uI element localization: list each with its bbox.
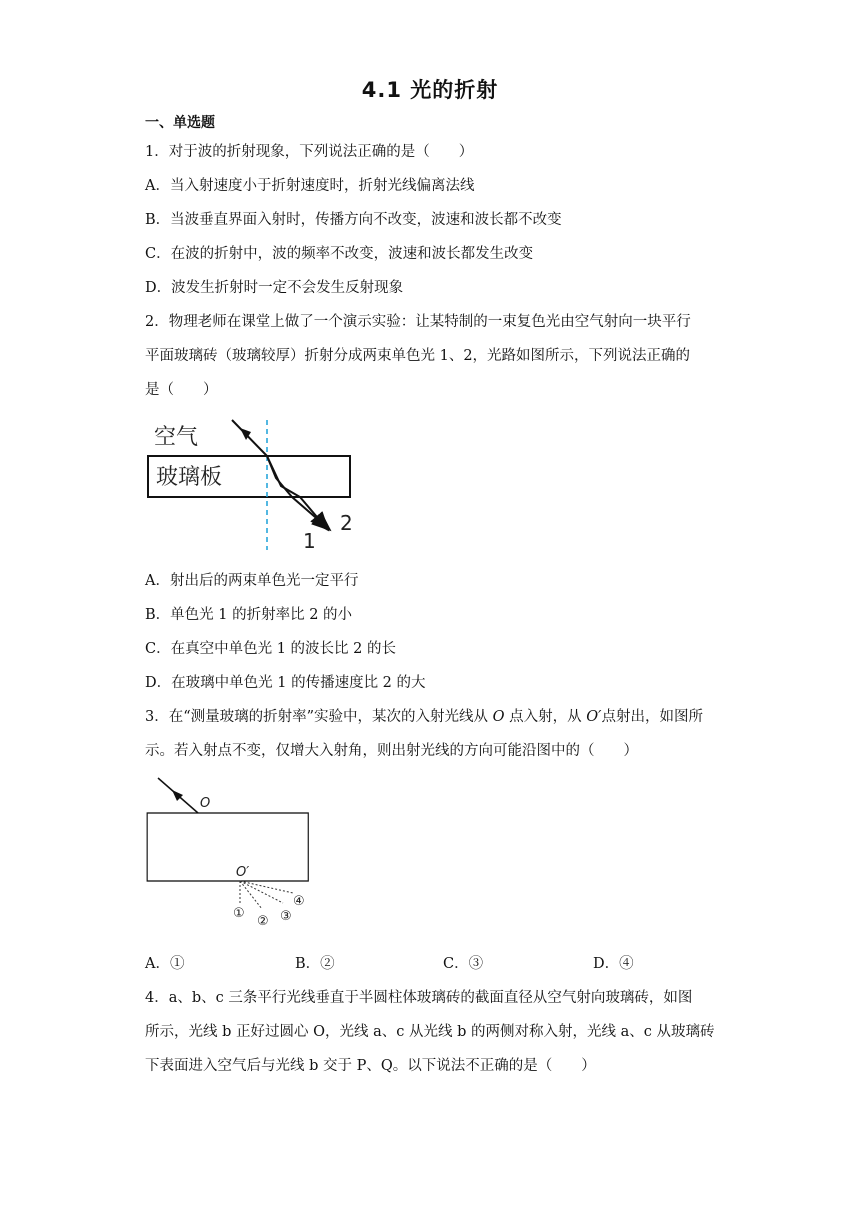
- q3-text-a: 3．在“测量玻璃的折射率”实验中，某次的入射光线从: [145, 709, 493, 725]
- q3-option-d: D．④: [593, 956, 634, 972]
- q3-stem-line-2: 示。若入射点不变，仅增大入射角，则出射光线的方向可能沿图中的（ ）: [145, 743, 638, 759]
- q2-stem-line-2: 平面玻璃砖（玻璃较厚）折射分成两束单色光 1、2，光路如图所示，下列说法正确的: [145, 348, 691, 364]
- q1-option-c: C．在波的折射中，波的频率不改变，波速和波长都发生改变: [145, 246, 534, 262]
- q4-stem-line-2: 所示，光线 b 正好过圆心 O，光线 a、c 从光线 b 的两侧对称入射，光线 a、c 从玻璃砖: [145, 1024, 715, 1040]
- q3-circle-4: ④: [293, 894, 305, 909]
- section-heading: 一、单选题: [145, 115, 215, 131]
- q2-option-d: D．在玻璃中单色光 1 的传播速度比 2 的大: [145, 675, 426, 691]
- q2-ray-1-label: 1: [303, 529, 316, 552]
- q4-stem-line-1: 4．a、b、c 三条平行光线垂直于半圆柱体玻璃砖的截面直径从空气射向玻璃砖，如图: [145, 990, 693, 1006]
- q3-circle-1: ①: [233, 906, 245, 921]
- q2-option-c: C．在真空中单色光 1 的波长比 2 的长: [145, 641, 396, 657]
- q3-option-c: C．③: [443, 956, 484, 972]
- q3-glass-block: [147, 813, 308, 881]
- q2-ray-1: [267, 456, 328, 530]
- q3-point-o-prime: O′: [586, 709, 602, 725]
- q1-stem: 1．对于波的折射现象，下列说法正确的是（ ）: [145, 144, 474, 160]
- q3-text-b: 点入射，从: [504, 709, 587, 725]
- q2-ray-2-label: 2: [340, 511, 353, 535]
- q2-figure-glass-slab: [140, 412, 365, 552]
- q2-ray-2: [267, 456, 330, 530]
- q1-option-d: D．波发生折射时一定不会发生反射现象: [145, 280, 404, 296]
- q1-option-b: B．当波垂直界面入射时，传播方向不改变，波速和波长都不改变: [145, 212, 562, 228]
- q3-option-b: B．②: [295, 956, 335, 972]
- q2-option-b: B．单色光 1 的折射率比 2 的小: [145, 607, 353, 623]
- q3-text-c: 点射出，如图所: [601, 709, 703, 725]
- q3-point-o: O: [492, 709, 505, 725]
- q2-glass-label: 玻璃板: [156, 465, 223, 490]
- q3-circle-2: ②: [257, 914, 269, 929]
- q3-stem-line-1: [145, 705, 703, 726]
- q3-o-prime-label: O′: [236, 865, 250, 880]
- q4-stem-line-3: 下表面进入空气后与光线 b 交于 P、Q。以下说法不正确的是（ ）: [145, 1058, 596, 1074]
- q3-ray-3: [240, 881, 283, 903]
- q3-circle-3: ③: [280, 909, 292, 924]
- q2-incident-ray: [232, 420, 267, 456]
- q2-air-label: 空气: [154, 425, 199, 450]
- q2-stem-line-1: 2．物理老师在课堂上做了一个演示实验：让某特制的一束复色光由空气射向一块平行: [145, 314, 691, 330]
- q2-option-a: A．射出后的两束单色光一定平行: [145, 573, 359, 589]
- q2-stem-line-3: 是（ ）: [145, 382, 218, 398]
- q3-ray-2: [240, 881, 262, 909]
- q3-figure-glass-block: [140, 770, 320, 930]
- q3-o-label: O: [200, 796, 211, 811]
- q1-option-a: A．当入射速度小于折射速度时，折射光线偏离法线: [145, 178, 475, 194]
- page-title: 4.1 光的折射: [361, 78, 499, 102]
- q3-option-a: A．①: [145, 956, 185, 972]
